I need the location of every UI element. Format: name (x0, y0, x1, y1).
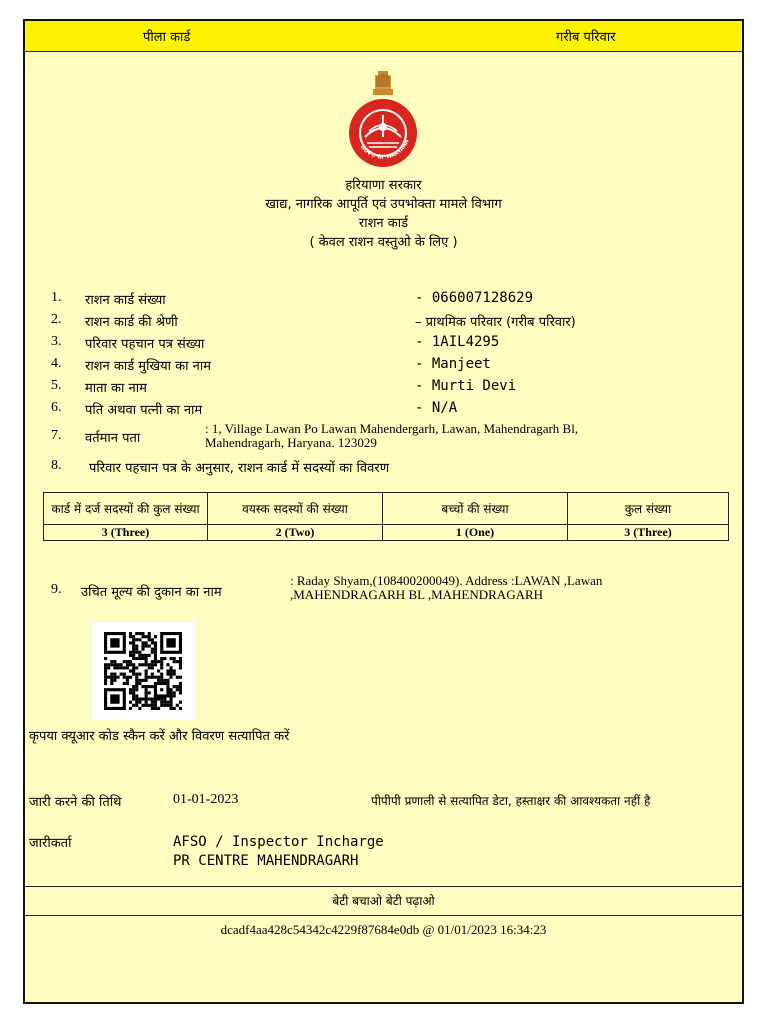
field-number: 3. (51, 334, 62, 349)
table-row (44, 525, 729, 541)
issuer-value (173, 833, 384, 871)
field-row-members-heading (25, 458, 742, 478)
qr-scan-instruction: कृपया क्यूआर कोड स्कैन करें और विवरण सत्यापित करें (29, 729, 290, 744)
field-row-head-name (25, 356, 742, 376)
emblem-ring-text: GOVT. OF HARYANA (358, 138, 411, 161)
field-row-mother-name (25, 378, 742, 398)
field-number: 5. (51, 378, 62, 393)
field-label: राशन कार्ड संख्या (85, 293, 166, 308)
state-government-title: हरियाणा सरकार (345, 178, 422, 193)
field-number: 8. (51, 458, 62, 473)
field-number: 4. (51, 356, 62, 371)
members-heading: परिवार पहचान पत्र के अनुसार, राशन कार्ड में सदस्यों का विवरण (89, 461, 390, 476)
qr-code[interactable] (92, 622, 195, 720)
field-number: 7. (51, 428, 62, 443)
issue-date-value: 01-01-2023 (173, 792, 239, 807)
address-value (205, 422, 675, 450)
issuer-label: जारीकर्ता (29, 836, 72, 851)
qr-code-icon (104, 632, 182, 710)
field-value: - 066007128629 (415, 290, 534, 306)
card-type-bar (25, 21, 742, 52)
issuer-line-2: PR CENTRE MAHENDRAGARH (173, 853, 359, 869)
members-col-header: बच्चों की संख्या (383, 493, 568, 525)
slogan-bar: बेटी बचाओ बेटी पढ़ाओ (25, 886, 742, 916)
field-row-card-category (25, 312, 742, 332)
field-number: 9. (51, 582, 62, 597)
members-cell: 2 (Two) (208, 525, 383, 541)
field-label: राशन कार्ड मुखिया का नाम (85, 359, 211, 374)
verification-note: पीपीपी प्रणाली से सत्यापित डेटा, हस्ताक्षर की आवश्यकता नहीं है (371, 794, 651, 808)
members-col-header: वयस्क सदस्यों की संख्या (208, 493, 383, 525)
field-row-spouse-name (25, 400, 742, 420)
ration-card (23, 19, 744, 1004)
field-value: - Manjeet (415, 356, 491, 372)
field-row-family-id (25, 334, 742, 354)
members-cell: 3 (Three) (44, 525, 208, 541)
members-col-header: कार्ड में दर्ज सदस्यों की कुल संख्या (44, 493, 208, 525)
field-value: – प्राथमिक परिवार (गरीब परिवार) (415, 315, 576, 330)
shop-value (290, 574, 730, 602)
field-label: उचित मूल्य की दुकान का नाम (81, 585, 222, 600)
shop-line-2: ,MAHENDRAGARH BL ,MAHENDRAGARH (290, 587, 544, 602)
address-line-1: : 1, Village Lawan Po Lawan Mahendergarh, Lawan, Mahendragarh Bl, (205, 421, 579, 436)
document-subtitle: ( केवल राशन वस्तुओ के लिए ) (309, 235, 458, 250)
card-category-label: गरीब परिवार (556, 30, 616, 45)
field-number: 6. (51, 400, 62, 415)
shop-line-1: : Raday Shyam,(108400200049). Address :LAWAN ,Lawan (290, 573, 603, 588)
members-cell: 3 (Three) (568, 525, 729, 541)
members-table (43, 492, 729, 541)
field-row-card-number (25, 290, 742, 310)
field-label: राशन कार्ड की श्रेणी (85, 315, 178, 330)
document-hash: dcadf4aa428c54342c4229f87684e0db @ 01/01/2023 16:34:23 (220, 922, 547, 937)
issue-date-label: जारी करने की तिथि (29, 795, 122, 810)
field-label: माता का नाम (85, 381, 147, 396)
field-value: - Murti Devi (415, 378, 517, 394)
members-col-header: कुल संख्या (568, 493, 729, 525)
haryana-emblem-icon (345, 69, 421, 179)
address-line-2: Mahendragarh, Haryana. 123029 (205, 435, 377, 450)
field-value: - N/A (415, 400, 458, 416)
field-label: पति अथवा पत्नी का नाम (85, 403, 203, 418)
issuer-line-1: AFSO / Inspector Incharge (173, 834, 384, 850)
field-label: परिवार पहचान पत्र संख्या (85, 337, 205, 352)
department-title: खाद्य, नागरिक आपूर्ति एवं उपभोक्ता मामले विभाग (265, 197, 502, 212)
document-title: राशन कार्ड (358, 216, 409, 231)
field-number: 2. (51, 312, 62, 327)
members-cell: 1 (One) (383, 525, 568, 541)
field-value: - 1AIL4295 (415, 334, 500, 350)
card-color-label: पीला कार्ड (143, 30, 191, 45)
field-number: 1. (51, 290, 62, 305)
field-label: वर्तमान पता (85, 431, 141, 446)
